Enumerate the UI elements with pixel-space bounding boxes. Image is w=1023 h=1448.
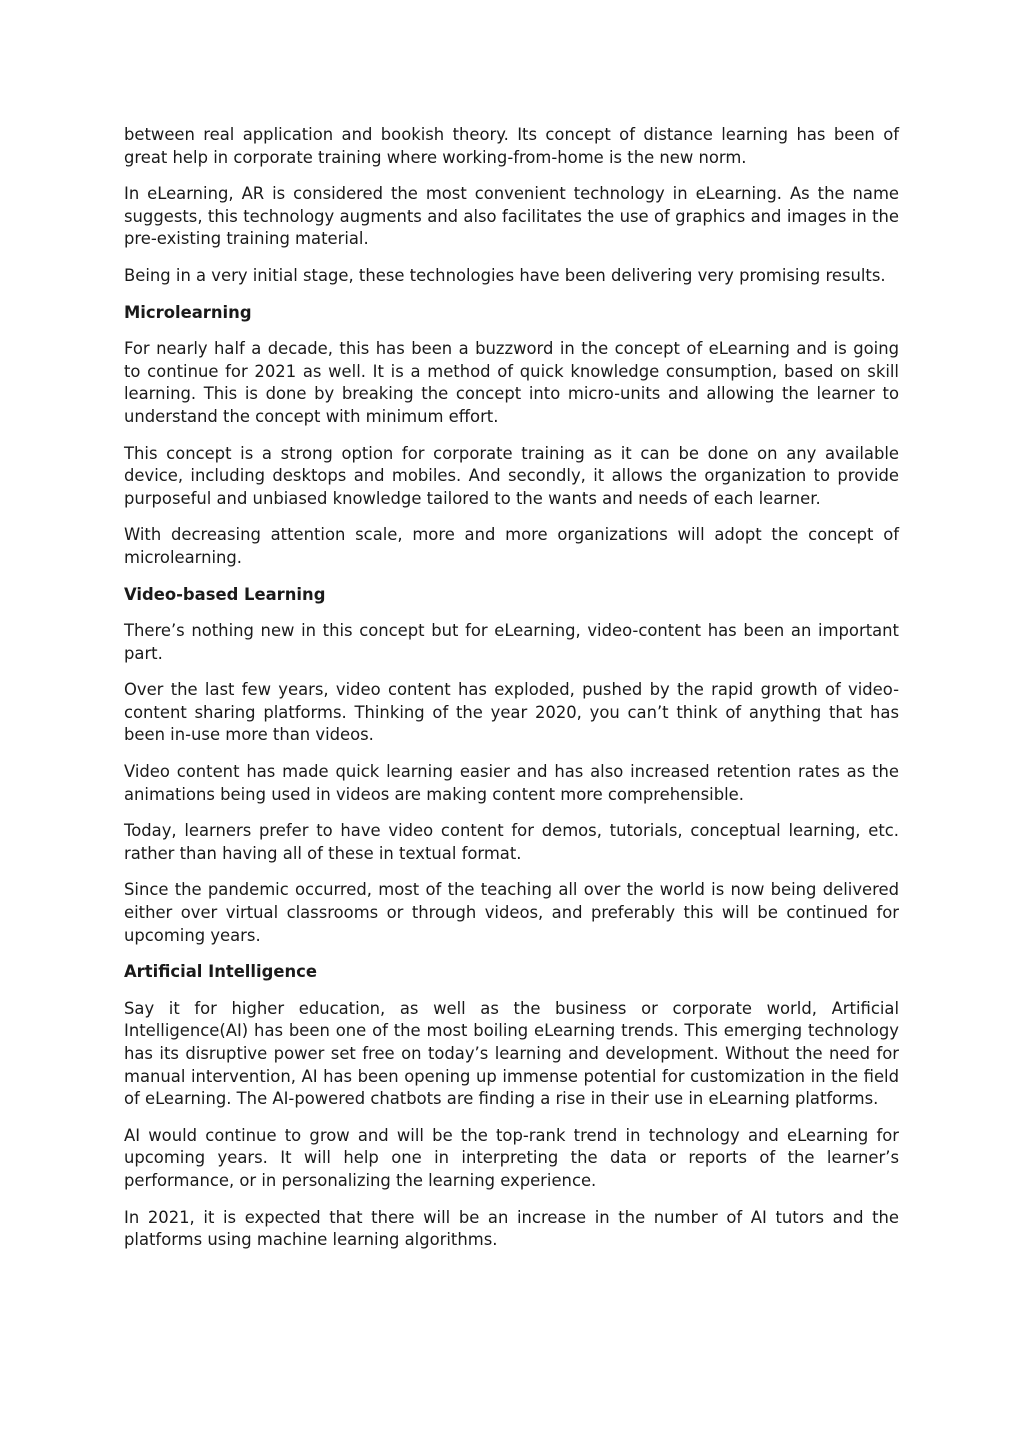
paragraph-video-intro: There’s nothing new in this concept but for eLearning, video-content has been an important part. <box>124 621 899 663</box>
paragraph-initial-stage: Being in a very initial stage, these technologies have been delivering very promising results. <box>124 265 886 285</box>
paragraph-video-retention: Video content has made quick learning easier and has also increased retention rates as the animations being used in videos are making content more comprehensible. <box>124 762 899 804</box>
heading-microlearning: Microlearning <box>124 302 252 322</box>
paragraph-ai-intro: Say it for higher education, as well as the business or corporate world, Artificial Intelligence(AI) has been one of the most boiling eLearning trends. This emerging technology has its disruptive power set free on today’s learning and development. Without the need for manual intervention, AI has been opening up immense potential for customization in the field of eLearning. The AI-powered chatbots are finding a rise in their use in eLearning platforms. <box>124 998 899 1109</box>
heading-video-based-learning: Video-based Learning <box>124 584 326 604</box>
paragraph-microlearning-attention: With decreasing attention scale, more and more organizations will adopt the concept of microlearning. <box>124 525 899 567</box>
paragraph-distance-learning: between real application and bookish theory. Its concept of distance learning has been of great help in corporate training where working-from-home is the new norm. <box>124 125 899 167</box>
paragraph-microlearning-intro: For nearly half a decade, this has been a buzzword in the concept of eLearning and is going to continue for 2021 as well. It is a method of quick knowledge consumption, based on skill learning. This is done by breaking the concept into micro-units and allowing the learner to understand the concept with minimum effort. <box>124 339 899 426</box>
paragraph-video-pandemic: Since the pandemic occurred, most of the teaching all over the world is now being delivered either over virtual classrooms or through videos, and preferably this will be continued for upcoming years. <box>124 880 899 945</box>
heading-artificial-intelligence: Artificial Intelligence <box>124 962 318 982</box>
paragraph-microlearning-corporate: This concept is a strong option for corporate training as it can be done on any available device, including desktops and mobiles. And secondly, it allows the organization to provide purposeful and unbiased knowledge tailored to the wants and needs of each learner. <box>124 443 899 508</box>
paragraph-ai-2021: In 2021, it is expected that there will be an increase in the number of AI tutors and the platforms using machine learning algorithms. <box>124 1207 899 1250</box>
paragraph-video-preference: Today, learners prefer to have video content for demos, tutorials, conceptual learning, etc. rather than having all of these in textual format. <box>124 821 899 863</box>
paragraph-ar: In eLearning, AR is considered the most convenient technology in eLearning. As the name suggests, this technology augments and also facilitates the use of graphics and images in the pre-existing training material. <box>124 184 899 249</box>
paragraph-video-exploded: Over the last few years, video content has exploded, pushed by the rapid growth of video-content sharing platforms. Thinking of the year 2020, you can’t think of anything that has been in-use more than videos. <box>124 680 899 745</box>
paragraph-ai-growth: AI would continue to grow and will be the top-rank trend in technology and eLearning for upcoming years. It will help one in interpreting the data or reports of the learner’s performance, or in personalizing the learning experience. <box>124 1125 899 1190</box>
document-page <box>124 124 899 1266</box>
